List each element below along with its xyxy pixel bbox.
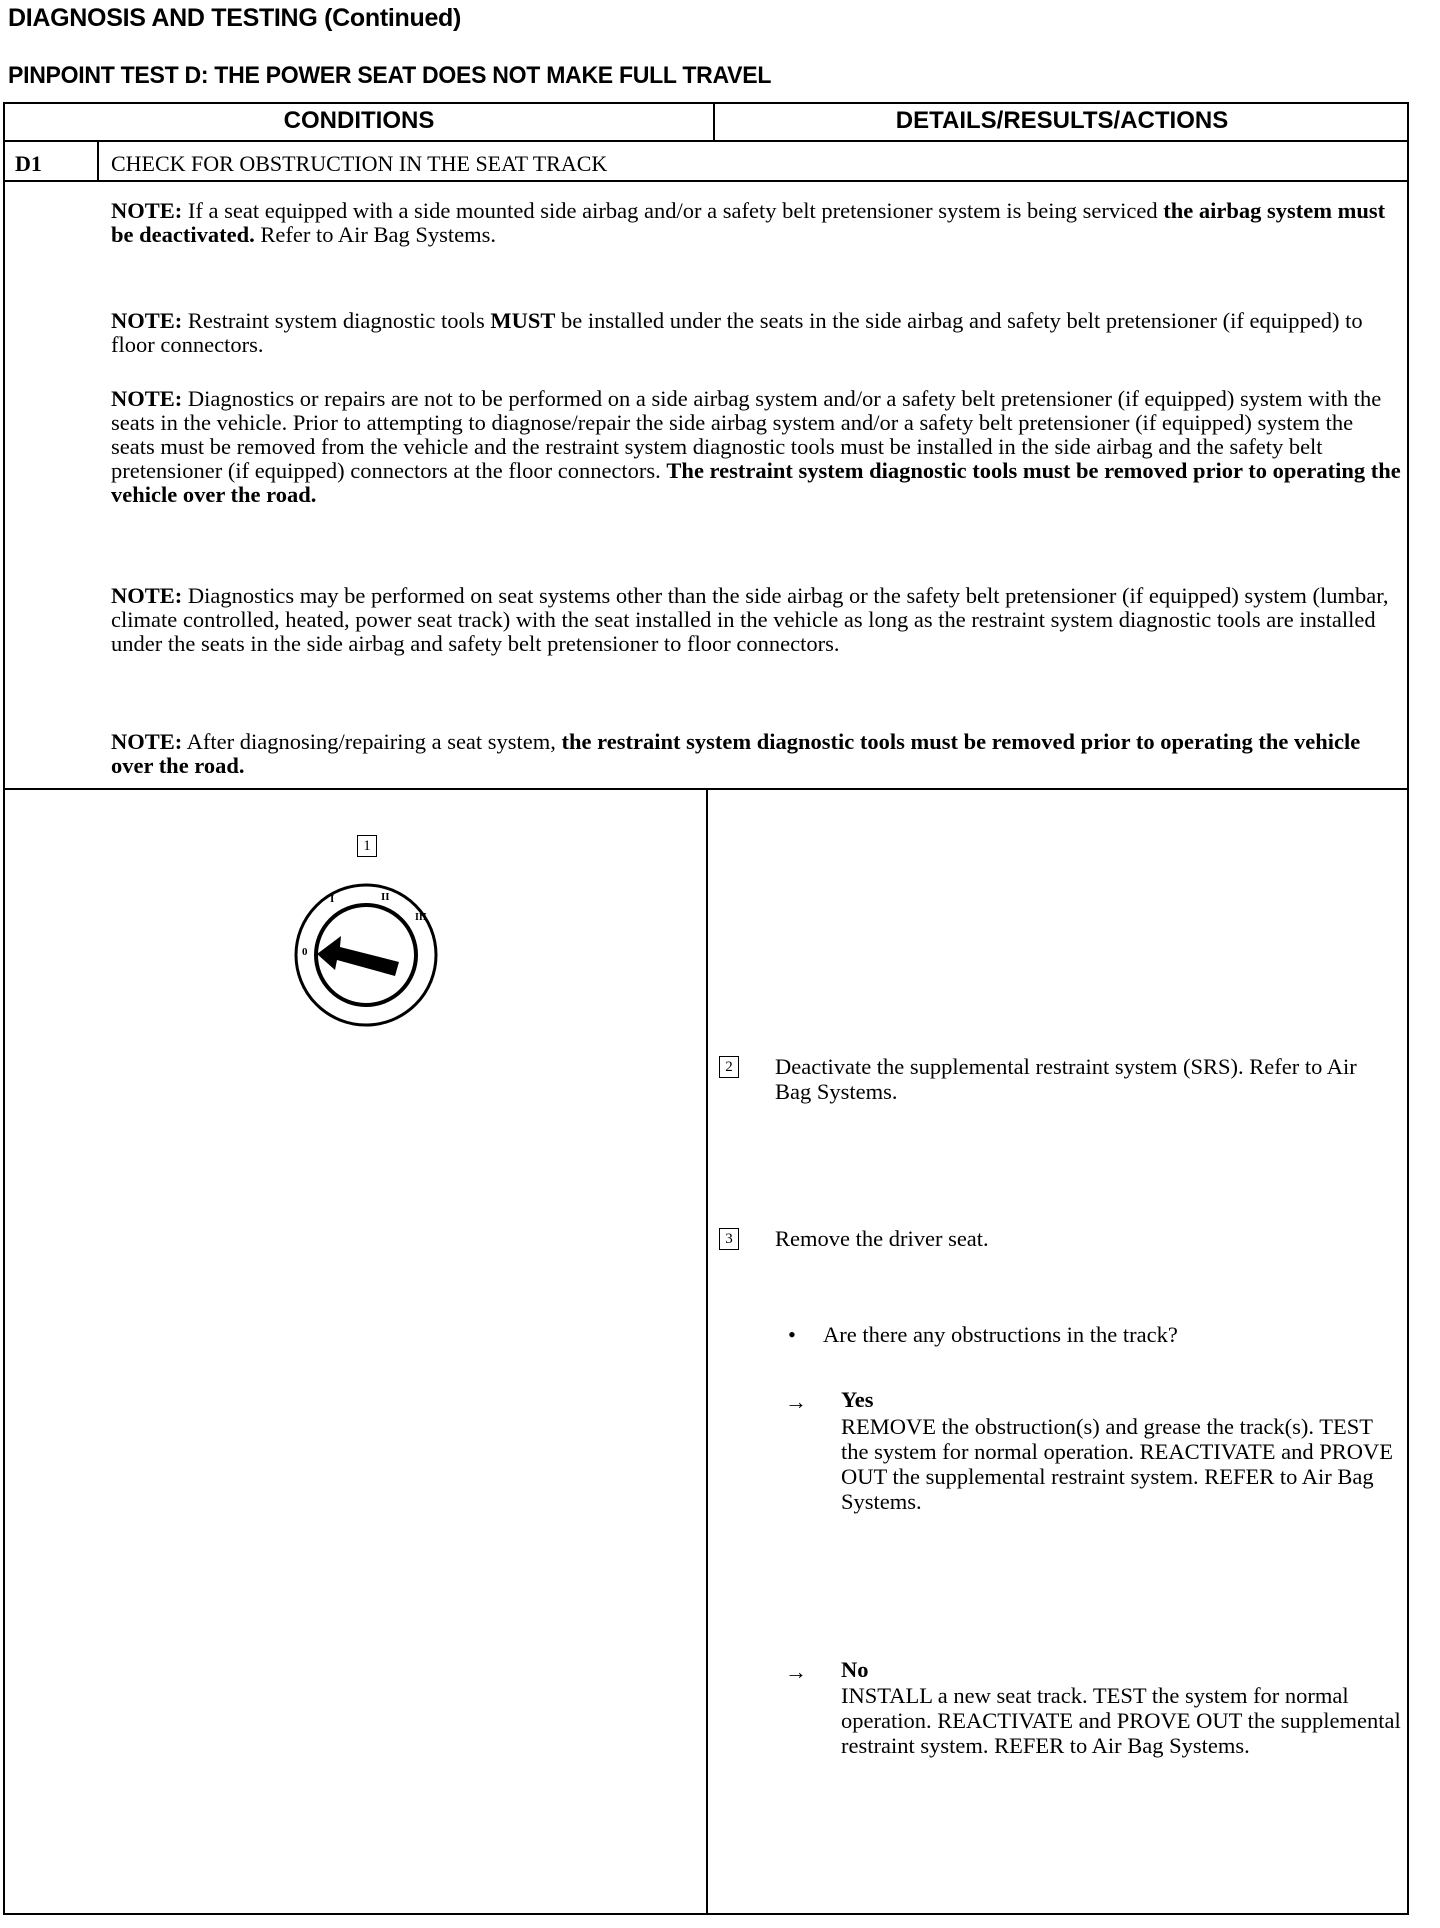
step-remove-driver-seat: Remove the driver seat. bbox=[775, 1226, 989, 1251]
header-divider bbox=[5, 140, 1407, 142]
note-text: Restraint system diagnostic tools bbox=[182, 308, 491, 333]
note-emphasis: MUST bbox=[490, 308, 556, 333]
question-text: Are there any obstructions in the track? bbox=[823, 1322, 1178, 1347]
note-emphasis: the restraint system diagnostic tools must be removed prior to operating the vehicle over the road. bbox=[111, 729, 1361, 778]
diagnostic-table bbox=[3, 102, 1409, 1915]
callout-3: 3 bbox=[719, 1228, 739, 1250]
step-title-divider bbox=[5, 180, 1407, 182]
note-other-seat-systems bbox=[111, 584, 1401, 656]
dial-mark-i: I bbox=[330, 893, 335, 905]
note-text: Diagnostics may be performed on seat systems other than the side airbag or the safety belt pretensioner (if equipped) system (lumbar, climate controlled, heated, power seat track) with the seat installed in the vehicle as long as the restraint system diagnostic tools are installed under the seats in the side airbag and safety belt pretensioner to floor connectors. bbox=[111, 583, 1389, 656]
answer-yes-arrow-icon: → bbox=[785, 1389, 807, 1414]
note-text: Diagnostics or repairs are not to be performed on a side airbag system and/or a safety belt pretensioner (if equipped) system with the seats in the vehicle. Prior to attempting to diagnose/repair the side airbag system and/or a safety belt pretensioner (if equipped) system the seats must be removed from the vehicle and the restraint system diagnostic tools must be installed in the side airbag and the safety belt pretensioner (if equipped) connectors at the floor connectors. bbox=[111, 386, 1382, 483]
dial-mark-ii: II bbox=[381, 891, 390, 903]
column-header-details: DETAILS/RESULTS/ACTIONS bbox=[895, 107, 1229, 134]
note-airbag-deactivation bbox=[111, 199, 1401, 247]
note-seats-removal bbox=[111, 387, 1401, 507]
ignition-switch-off-icon bbox=[291, 880, 441, 1030]
note-emphasis: The restraint system diagnostic tools must be removed prior to operating the vehicle over the road. bbox=[111, 458, 1401, 507]
step-deactivate-srs: Deactivate the supplemental restraint system (SRS). Refer to Air Bag Systems. bbox=[775, 1054, 1357, 1104]
note-label: NOTE: bbox=[111, 308, 183, 333]
note-diagnostic-tools bbox=[111, 309, 1401, 357]
note-label: NOTE: bbox=[111, 386, 183, 411]
step-title: CHECK FOR OBSTRUCTION IN THE SEAT TRACK bbox=[111, 151, 608, 176]
answer-yes-text: REMOVE the obstruction(s) and grease the track(s). TEST the system for normal operation. REACTIVATE and PROVE OUT the supplemental restraint system. REFER to Air Bag Systems. bbox=[841, 1414, 1394, 1514]
note-text: Refer to Air Bag Systems. bbox=[254, 222, 496, 247]
note-text: be installed under the seats in the side airbag and safety belt pretensioner (if equipped) to floor connectors. bbox=[111, 308, 1363, 357]
step-id-divider bbox=[97, 140, 99, 180]
dial-mark-iii: III bbox=[415, 912, 427, 923]
note-text: If a seat equipped with a side mounted side airbag and/or a safety belt pretensioner system is being serviced bbox=[182, 198, 1164, 223]
note-label: NOTE: bbox=[111, 198, 183, 223]
column-header-conditions: CONDITIONS bbox=[283, 107, 435, 134]
answer-no-label: No bbox=[841, 1657, 869, 1682]
answer-yes-label: Yes bbox=[841, 1387, 874, 1412]
step-id: D1 bbox=[15, 151, 42, 176]
note-label: NOTE: bbox=[111, 729, 183, 754]
page-title: DIAGNOSIS AND TESTING (Continued) bbox=[8, 4, 462, 32]
note-emphasis: the airbag system must be deactivated. bbox=[111, 198, 1386, 247]
note-after-repair bbox=[111, 730, 1401, 778]
note-label: NOTE: bbox=[111, 583, 183, 608]
question-bullet: • bbox=[788, 1322, 796, 1347]
callout-1: 1 bbox=[357, 835, 377, 857]
callout-2: 2 bbox=[719, 1056, 739, 1078]
body-column-divider bbox=[706, 788, 708, 1915]
answer-no-arrow-icon: → bbox=[785, 1659, 807, 1684]
note-text: After diagnosing/repairing a seat system, bbox=[182, 729, 562, 754]
dial-mark-off: 0 bbox=[302, 946, 308, 958]
answer-no-text: INSTALL a new seat track. TEST the system for normal operation. REACTIVATE and PROVE OUT the supplemental restraint system. REFER to Air Bag Systems. bbox=[841, 1683, 1401, 1758]
pinpoint-test-title: PINPOINT TEST D: THE POWER SEAT DOES NOT MAKE FULL TRAVEL bbox=[8, 62, 772, 89]
